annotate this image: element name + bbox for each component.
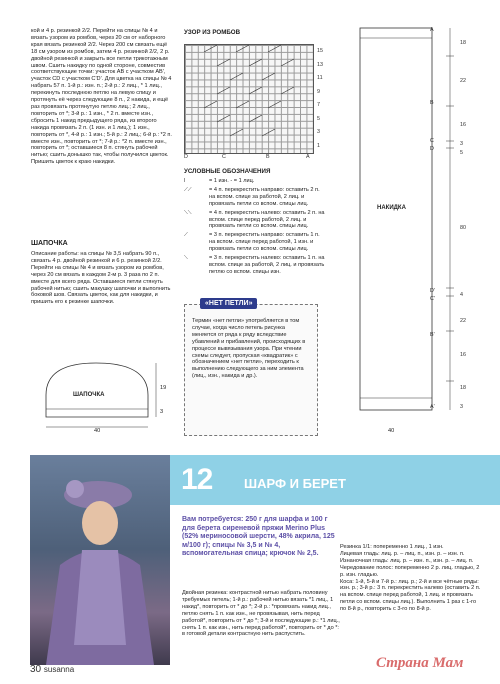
hat-instructions xyxy=(31,251,173,306)
no-loop-text: Термин «нет петли» употребляется в том случае, когда число петель рисунка меняется от ряда к ряду вследствие убавлений и прибавлений, происходящих в процессе вывязывания узора. При чтении схемы следует, пропуская «квадратик» с обозначением «нет петли», переходить к выполнению следующего за ним элемента (лиц., изн., накида и др.). xyxy=(192,318,306,380)
chart-section-d: D xyxy=(184,154,188,160)
magazine-brand: susanna xyxy=(43,665,75,674)
legend-text: = 4 п. перекрестить налево: оставить 2 п. на вспом. спице перед работой, 2 лиц. и провязать петли со вспом. спицы лиц. xyxy=(209,209,325,230)
hat-diagram xyxy=(30,355,180,445)
site-watermark: Страна Мам xyxy=(376,655,464,671)
double-rib-text: Двойная резинка: контрастной нитью набрать половину требуемых петель; 1-й р.: рабочей нитью вязать *1 лиц., 1 накид*, повторить от * до *; 2-й р.: *провязать накид лиц., петлю снять 1 п. как изн., не провязывая, нить перед работой*, повторить от * до *; 3-й и последующие р.: *1 лиц., снять 1 п. как изн., нить перед работой*, повторить от * до *: в готовой детали контрастную нить распустить. xyxy=(182,590,340,638)
row-number: 5 xyxy=(317,115,320,122)
chart-row-numbers xyxy=(317,45,323,153)
nakidka-dim: 16 xyxy=(460,352,466,358)
nakidka-letter: C' xyxy=(430,296,435,302)
legend-item xyxy=(184,210,326,231)
row-number: 1 xyxy=(317,142,320,149)
stockinette-text: Лицевая гладь: лиц. р. – лиц. п., изн. р. – изн. п. xyxy=(340,550,465,557)
legend-text: = 3 п. перекрестить направо: оставить 1 п. на вспом. спице перед работой, 1 изн. и провязать петли со вспом. спицы лиц. xyxy=(209,232,320,253)
row-number: 3 xyxy=(317,129,320,135)
hat-diagram-label: ШАПОЧКА xyxy=(73,392,105,398)
nakidka-dim: 3 xyxy=(460,141,463,147)
nakidka-letter: B' xyxy=(430,332,435,338)
rib-text: Резинка 1/1: попеременно 1 лиц., 1 изн. xyxy=(340,544,444,550)
nakidka-diagram xyxy=(340,26,490,416)
left-text-block xyxy=(31,28,173,166)
legend-item xyxy=(184,178,326,185)
model-photo xyxy=(30,455,170,665)
legend-symbol: ⟍ xyxy=(184,255,188,262)
nakidka-dim: 4 xyxy=(460,292,463,298)
nakidka-dim: 16 xyxy=(460,122,466,128)
legend-symbol: ⟍⟍ xyxy=(184,209,192,216)
page-number: 30 xyxy=(30,664,42,675)
no-loop-tag: «НЕТ ПЕТЛИ» xyxy=(200,298,257,309)
nakidka-letter: B xyxy=(430,100,434,106)
nakidka-dim: 5 xyxy=(460,150,463,156)
hat-dim-rib: 3 xyxy=(160,409,164,415)
instructions-paragraph: кой и 4 р. резинкой 2/2. Перейти на спицы № 4 и вязать узором из ромбов, через 20 см от наборного края вязать резинкой 2/2. Через 200 см связать ещё 18 см узором из ромбов, затем 4 р. резинкой 2/2, 2 р. двойной резинкой и закрыть все петли трикотажным швом. Сшить накидку по одной стороне, совместив соответствующие точки: участок AB с участком AB', участок CD с участком C'D'. Для цветка на спицы № 4 набрать 57 п. 1-й р.: изн. п.; 2-й р.: 2 лиц., * 1 лиц., перекинуть последнюю петлю на левую спицу и протянуть её через следующие 8 п., 2 накида, и ещё раз провязать протянутую петлю лиц.; 2 лиц., повторить от *; 3-й р.: 1 изн., * 2 п. вместе изн., сбросить 1 накид предыдущего ряда, из второго накида провязать 2 п. (1 изн. и 1 лиц.); 1 изн., повторить от *, 4-й р.: 1 изн.; 5-й р.: 2 лиц.; 6-й р.: *2 п. вместе изн., повторить от *; 7-й р.: *2 п. вместе изн., повторить от *; оставшиеся 8 п. стянуть рабочей нитью; сшить донышко так, чтобы получился цветок. Пришить цветок к краю накидки. xyxy=(31,28,172,166)
nakidka-letter: A' xyxy=(430,404,435,410)
hat-heading: ШАПОЧКА xyxy=(31,240,68,247)
legend-title: УСЛОВНЫЕ ОБОЗНАЧЕНИЯ xyxy=(184,168,271,175)
row-number: 11 xyxy=(317,75,323,81)
chart-section-c: C xyxy=(222,154,226,160)
nakidka-dim: 22 xyxy=(460,78,466,84)
row-number: 15 xyxy=(317,48,323,54)
row-number: 7 xyxy=(317,102,320,108)
nakidka-width: 40 xyxy=(388,428,395,434)
nakidka-dim: 22 xyxy=(460,318,466,324)
legend-text: = 4 п. перекрестить направо: оставить 2 п. на вспом. спице за работой, 2 лиц. и провязать петли со вспом. спицы лиц. xyxy=(209,186,320,207)
chart-section-b: B xyxy=(266,154,270,160)
stripes-text: Чередование полос: попеременно 2 р. лиц. гладью, 2 р. изн. гладью. xyxy=(340,564,480,578)
row-number: 13 xyxy=(317,61,323,68)
model-photo-shapes xyxy=(30,455,170,665)
legend-symbol: ⟋⟋ xyxy=(184,186,192,193)
hat-body: Описание работы: на спицы № 3,5 набрать 90 п., связать 4 р. двойной резинкой и 6 р. резинкой 2/2. Перейти на спицы № 4 и вязать узором из ромбов, через 20 см вязать в каждом 2-м р. 3 раза по 2 п. вместе для всего ряда. Оставшиеся петли стянуть рабочей нитью; сшить макушку шапочки и выполнить боковой шов. Связать цветок, как для накидки, и пришить его к резинке шапочки. xyxy=(31,251,171,306)
legend-list xyxy=(184,178,326,278)
legend-text: = 3 п. перекрестить налево: оставить 1 п. на вспом. спице за работой, 2 лиц. и провязать петлю со вспом. спицы изн. xyxy=(209,255,325,275)
legend-item xyxy=(184,232,326,253)
nakidka-letter: C xyxy=(430,138,434,144)
right-project-text xyxy=(340,516,482,613)
project-number: 12 xyxy=(181,463,213,496)
nakidka-letter: D' xyxy=(430,288,435,294)
legend-symbol: I xyxy=(184,178,186,184)
reverse-stockinette-text: Изнаночная гладь: лиц. р. – изн. п., изн. р. – лиц. п. xyxy=(340,557,474,564)
nakidka-dim: 18 xyxy=(460,385,466,391)
legend-symbol: ⟋ xyxy=(184,232,188,239)
row-number: 9 xyxy=(317,88,320,95)
nakidka-dim: 80 xyxy=(460,225,466,231)
nakidka-letter: D xyxy=(430,146,434,152)
braid-text: Коса: 1-й, 5-й и 7-й р.: лиц. р.; 2-й и все чётные ряды: изн. р.; 3-й р.: 3 п. перекрестить налево (оставить 2 п. на вспом. спице перед работой, 1 лиц. и провязать петли со вспом. спицы лиц.). Выполнить 1 раз с 1-го по 8-й р., повторить с 3-го по 8-й р. xyxy=(340,578,481,613)
project-title: ШАРФ И БЕРЕТ xyxy=(244,476,346,491)
chart-cable-marks xyxy=(184,44,312,152)
chart-section-a: A xyxy=(306,154,310,160)
nakidka-letter: A xyxy=(430,27,434,33)
nakidka-dim: 3 xyxy=(460,404,463,410)
legend-item xyxy=(184,187,326,208)
nakidka-dim: 18 xyxy=(460,40,466,46)
materials-text: Вам потребуется: 250 г для шарфа и 100 г для берета сиреневой пряжи Merino Plus (52% мериносовой шерсти, 48% акрила, 125 м/100 г); спицы № 3,5 и № 4, вспомогательная спица; крючок № 2,5. xyxy=(182,516,335,558)
legend-text: = 1 изн. - = 1 лиц. xyxy=(209,178,255,184)
hat-dim-width: 40 xyxy=(94,428,101,434)
hat-dim-height: 19 xyxy=(160,385,167,391)
legend-item xyxy=(184,255,326,276)
chart-title: УЗОР ИЗ РОМБОВ xyxy=(184,29,241,36)
nakidka-label: НАКИДКА xyxy=(377,205,406,211)
page-footer xyxy=(30,664,74,675)
